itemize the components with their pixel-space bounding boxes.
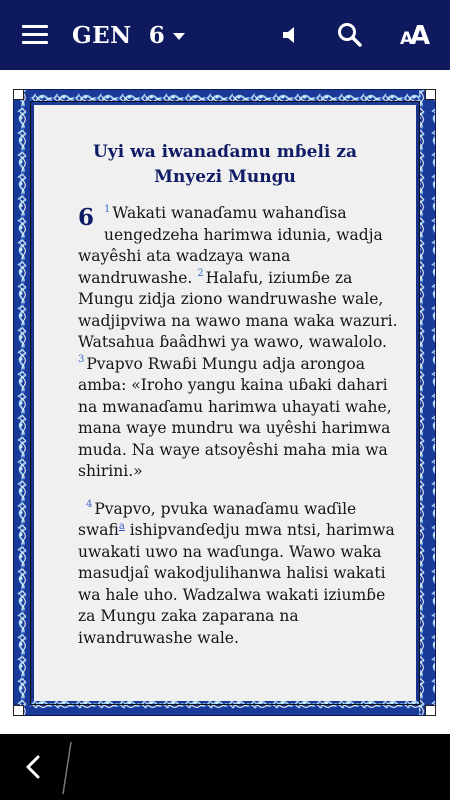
- font-size-big-glyph: A: [410, 21, 431, 51]
- app-bar: [0, 0, 450, 70]
- verse-number[interactable]: 1: [104, 203, 111, 215]
- font-size-small-glyph: A: [400, 29, 414, 49]
- verse-number[interactable]: 4: [86, 499, 93, 511]
- verse-text: Pvapvo Rwaɓi Mungu adja arongoa amba: «Iroho yangu kaina uɓaki dahari na mwanaɗamu harimwa uhayati wahe, mana waye mundru wa uyêshi harimwa muda. Na waye atsoyêshi maha mia wa shirini.»: [78, 354, 392, 480]
- footnote-link[interactable]: a: [118, 520, 125, 532]
- font-size-icon[interactable]: [398, 19, 432, 51]
- paragraph-1: [78, 203, 398, 483]
- corner-ornament: [13, 89, 24, 100]
- verse-text: Pvapvo, pvuka wanaɗamu waɗile swafi: [78, 499, 357, 539]
- speaker-icon[interactable]: [280, 24, 302, 46]
- corner-ornament: [13, 705, 24, 716]
- verse-text: Halafu, iziumɓe za Mungu zidja ziono wandruwashe wale, wadjipviwa na wawo mana waka wazuri. Watsahua ɓaâdhwi ya wawo, wawalolo.: [78, 268, 398, 351]
- heading-line-1: Uyi wa iwanaɗamu mɓeli za: [92, 142, 357, 162]
- chevron-down-icon: [173, 33, 185, 40]
- corner-ornament: [425, 89, 436, 100]
- heading-line-2: Mnyezi Mungu: [154, 167, 296, 187]
- reference-selector[interactable]: [72, 18, 185, 52]
- reference-label: GEN 6: [72, 21, 166, 49]
- corner-ornament: [425, 705, 436, 716]
- nav-divider: [60, 741, 74, 795]
- paragraph-2: [78, 499, 398, 650]
- verse-number[interactable]: 3: [78, 354, 85, 366]
- scripture-text: [78, 203, 398, 649]
- verse-number[interactable]: 2: [197, 268, 204, 280]
- verse-text: ishipvanɗedju mwa ntsi, harimwa uwakati uwo na waɗunga. Wawo waka masudjaî wakodjulihanwa halisi wakati wa hale uho. Wadzalwa wakati iziumɓe za Mungu zaka zaparana na iwandruwashe wale.: [78, 521, 395, 647]
- chevron-left-icon[interactable]: [18, 750, 48, 784]
- chapter-number: 6: [78, 204, 95, 231]
- search-icon[interactable]: [337, 22, 363, 48]
- verse-text: Wakati wanaɗamu wahanɗisa uengedzeha harimwa idunia, wadja wayêshi ata wadzaya wana wandruwashe.: [78, 204, 383, 287]
- menu-icon[interactable]: [22, 25, 48, 45]
- section-heading: [34, 140, 416, 190]
